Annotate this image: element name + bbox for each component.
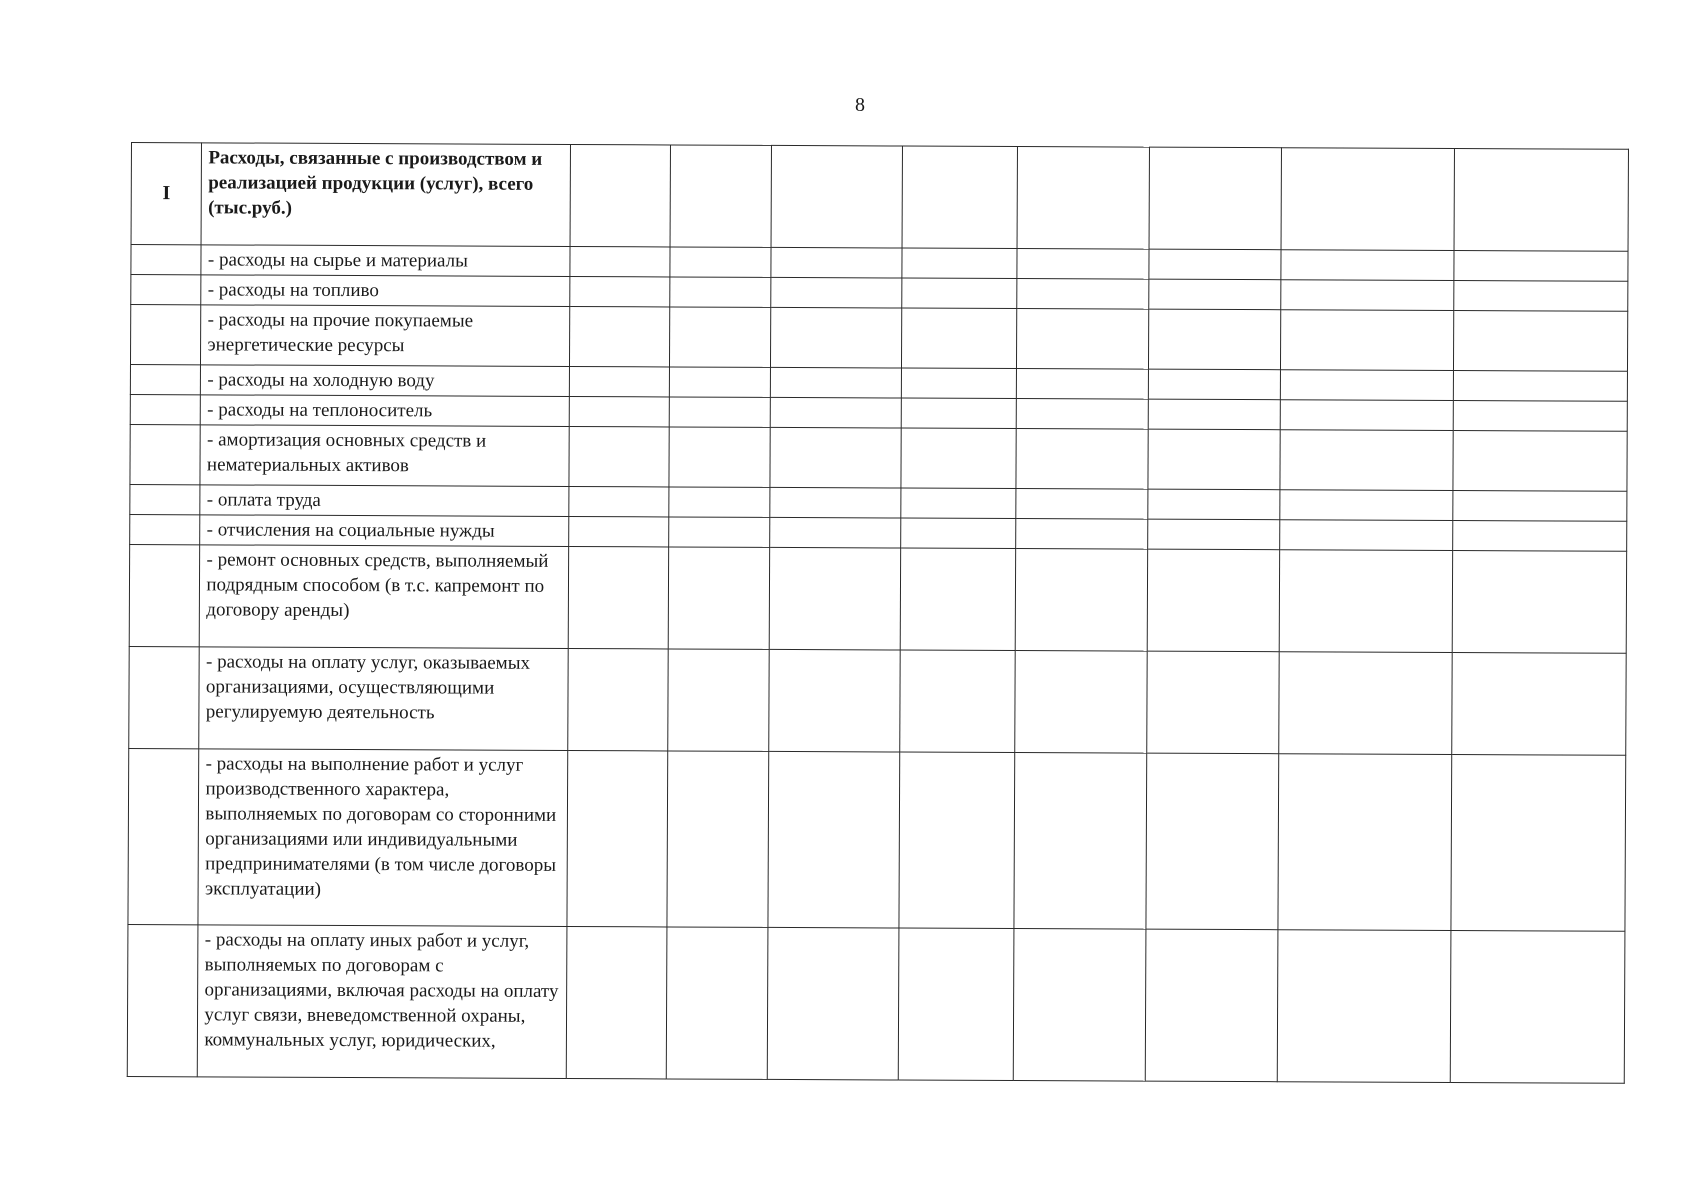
value-cell[interactable] xyxy=(568,546,669,648)
value-cell[interactable] xyxy=(899,752,1015,929)
value-cell[interactable] xyxy=(770,487,901,518)
value-cell[interactable] xyxy=(1453,491,1627,522)
value-cell[interactable] xyxy=(1147,651,1279,754)
value-cell[interactable] xyxy=(1450,930,1625,1083)
value-cell[interactable] xyxy=(1149,249,1281,280)
value-cell[interactable] xyxy=(769,547,900,650)
row-label-cell: - расходы на топливо xyxy=(201,275,569,307)
row-label-cell: - расходы на оплату услуг, оказываемых организациями, осуществляющими регулируемую деятельность xyxy=(199,647,568,751)
value-cell[interactable] xyxy=(1454,251,1628,282)
value-cell[interactable] xyxy=(1146,753,1279,930)
value-cell[interactable] xyxy=(669,517,770,547)
value-cell[interactable] xyxy=(1149,279,1281,310)
value-cell[interactable] xyxy=(900,548,1016,651)
value-cell[interactable] xyxy=(771,247,902,278)
value-cell[interactable] xyxy=(1017,249,1149,280)
value-cell[interactable] xyxy=(1452,653,1627,756)
row-number-cell xyxy=(130,364,201,394)
value-cell[interactable] xyxy=(1148,489,1280,520)
value-cell[interactable] xyxy=(570,144,671,246)
value-cell[interactable] xyxy=(1279,652,1452,755)
value-cell[interactable] xyxy=(1017,147,1149,250)
value-cell[interactable] xyxy=(771,145,902,248)
row-label-cell: - расходы на холодную воду xyxy=(201,365,569,397)
value-cell[interactable] xyxy=(770,397,901,428)
value-cell[interactable] xyxy=(569,306,670,366)
value-cell[interactable] xyxy=(769,517,900,548)
value-cell[interactable] xyxy=(900,518,1016,549)
value-cell[interactable] xyxy=(670,367,771,397)
row-number-cell xyxy=(131,275,202,305)
value-cell[interactable] xyxy=(1278,754,1452,931)
value-cell[interactable] xyxy=(1451,754,1626,931)
value-cell[interactable] xyxy=(1017,279,1149,310)
table-row xyxy=(130,424,1627,491)
value-cell[interactable] xyxy=(901,308,1017,369)
value-cell[interactable] xyxy=(670,145,771,247)
value-cell[interactable] xyxy=(667,751,768,927)
table-row xyxy=(129,544,1626,653)
value-cell[interactable] xyxy=(566,926,667,1078)
value-cell[interactable] xyxy=(1145,929,1277,1082)
value-cell[interactable] xyxy=(1280,310,1453,371)
table-row xyxy=(128,748,1626,931)
value-cell[interactable] xyxy=(1279,550,1452,653)
value-cell[interactable] xyxy=(1453,371,1627,402)
value-cell[interactable] xyxy=(1452,551,1627,654)
row-number-cell xyxy=(128,748,199,924)
row-number-cell: I xyxy=(131,143,202,245)
value-cell[interactable] xyxy=(568,516,669,546)
cost-table xyxy=(127,142,1629,1084)
value-cell[interactable] xyxy=(767,927,898,1080)
row-number-cell xyxy=(130,394,201,424)
row-number-cell xyxy=(129,646,200,748)
value-cell[interactable] xyxy=(1281,280,1454,311)
value-cell[interactable] xyxy=(902,146,1018,249)
value-cell[interactable] xyxy=(567,648,668,750)
value-cell[interactable] xyxy=(1015,549,1147,652)
table-row xyxy=(130,305,1627,372)
value-cell[interactable] xyxy=(1453,401,1627,432)
cost-table-wrapper xyxy=(127,142,1629,1084)
row-number-cell xyxy=(130,514,201,544)
value-cell[interactable] xyxy=(569,366,670,396)
value-cell[interactable] xyxy=(1016,489,1148,520)
value-cell[interactable] xyxy=(901,368,1017,399)
value-cell[interactable] xyxy=(770,427,901,488)
value-cell[interactable] xyxy=(1454,149,1629,252)
value-cell[interactable] xyxy=(1281,250,1454,281)
value-cell[interactable] xyxy=(769,649,900,752)
value-cell[interactable] xyxy=(899,650,1015,753)
value-cell[interactable] xyxy=(1277,930,1451,1083)
value-cell[interactable] xyxy=(771,277,902,308)
row-label-cell: - ремонт основных средств, выполняемый подрядным способом (в т.с. капремонт по договору аренды) xyxy=(200,545,569,649)
value-cell[interactable] xyxy=(768,751,900,928)
value-cell[interactable] xyxy=(1281,148,1454,251)
value-cell[interactable] xyxy=(1148,519,1280,550)
value-cell[interactable] xyxy=(569,396,670,426)
value-cell[interactable] xyxy=(1453,311,1627,372)
table-row xyxy=(131,143,1628,252)
value-cell[interactable] xyxy=(901,428,1017,489)
value-cell[interactable] xyxy=(1453,431,1627,492)
row-number-cell xyxy=(129,544,200,646)
value-cell[interactable] xyxy=(1454,281,1628,312)
value-cell[interactable] xyxy=(666,927,767,1079)
row-number-cell xyxy=(131,245,202,275)
row-label-cell: - расходы на выполнение работ и услуг производственного характера, выполняемых по договорам со сторонними организациями или индивидуальными предпринимателями (в том числе договоры эксплуатации) xyxy=(198,749,567,927)
value-cell[interactable] xyxy=(569,276,670,306)
value-cell[interactable] xyxy=(1017,309,1149,370)
value-cell[interactable] xyxy=(1014,929,1146,1082)
row-label-cell: - расходы на прочие покупаемые энергетические ресурсы xyxy=(201,305,569,367)
value-cell[interactable] xyxy=(1148,399,1280,430)
table-row xyxy=(127,924,1625,1083)
row-label-cell: - оплата труда xyxy=(200,485,568,517)
value-cell[interactable] xyxy=(1149,147,1281,250)
value-cell[interactable] xyxy=(1016,399,1148,430)
value-cell[interactable] xyxy=(770,367,901,398)
value-cell[interactable] xyxy=(668,547,769,649)
row-label-cell: - расходы на оплату иных работ и услуг, выполняемых по договорам с организациями, включая расходы на оплату услуг связи, вневедомственной охраны, коммунальных услуг, юридических, xyxy=(198,925,567,1079)
row-label-cell: - отчисления на социальные нужды xyxy=(200,515,568,547)
value-cell[interactable] xyxy=(669,397,770,427)
value-cell[interactable] xyxy=(901,248,1017,279)
value-cell[interactable] xyxy=(1017,369,1149,400)
row-number-cell xyxy=(130,305,201,365)
value-cell[interactable] xyxy=(670,307,771,367)
row-label-cell: Расходы, связанные с производством и реализацией продукции (услуг), всего (тыс.руб.) xyxy=(201,143,570,247)
table-body xyxy=(127,143,1628,1084)
value-cell[interactable] xyxy=(1147,549,1279,652)
value-cell[interactable] xyxy=(569,426,670,486)
value-cell[interactable] xyxy=(770,307,901,368)
row-label-cell: - расходы на теплоноситель xyxy=(201,395,569,427)
value-cell[interactable] xyxy=(1016,519,1148,550)
value-cell[interactable] xyxy=(1280,490,1453,521)
value-cell[interactable] xyxy=(1016,429,1148,490)
table-row xyxy=(129,646,1626,755)
value-cell[interactable] xyxy=(898,928,1014,1081)
value-cell[interactable] xyxy=(567,750,668,926)
value-cell[interactable] xyxy=(1148,429,1280,490)
value-cell[interactable] xyxy=(1453,521,1627,552)
row-number-cell xyxy=(127,924,198,1076)
value-cell[interactable] xyxy=(670,247,771,277)
page-number: 8 xyxy=(855,94,865,116)
value-cell[interactable] xyxy=(1148,369,1280,400)
value-cell[interactable] xyxy=(1280,400,1453,431)
row-number-cell xyxy=(130,484,201,514)
value-cell[interactable] xyxy=(669,487,770,517)
value-cell[interactable] xyxy=(1014,753,1147,930)
value-cell[interactable] xyxy=(669,427,770,487)
row-label-cell: - амортизация основных средств и нематериальных активов xyxy=(200,425,568,487)
row-number-cell xyxy=(130,424,201,484)
value-cell[interactable] xyxy=(1280,430,1453,491)
value-cell[interactable] xyxy=(668,649,769,751)
value-cell[interactable] xyxy=(1149,309,1281,370)
value-cell[interactable] xyxy=(670,277,771,307)
value-cell[interactable] xyxy=(570,246,671,276)
value-cell[interactable] xyxy=(901,278,1017,309)
value-cell[interactable] xyxy=(568,486,669,516)
row-label-cell: - расходы на сырье и материалы xyxy=(201,245,569,277)
value-cell[interactable] xyxy=(1015,651,1147,754)
value-cell[interactable] xyxy=(901,398,1017,429)
value-cell[interactable] xyxy=(1280,520,1453,551)
value-cell[interactable] xyxy=(1280,370,1453,401)
value-cell[interactable] xyxy=(900,488,1016,519)
